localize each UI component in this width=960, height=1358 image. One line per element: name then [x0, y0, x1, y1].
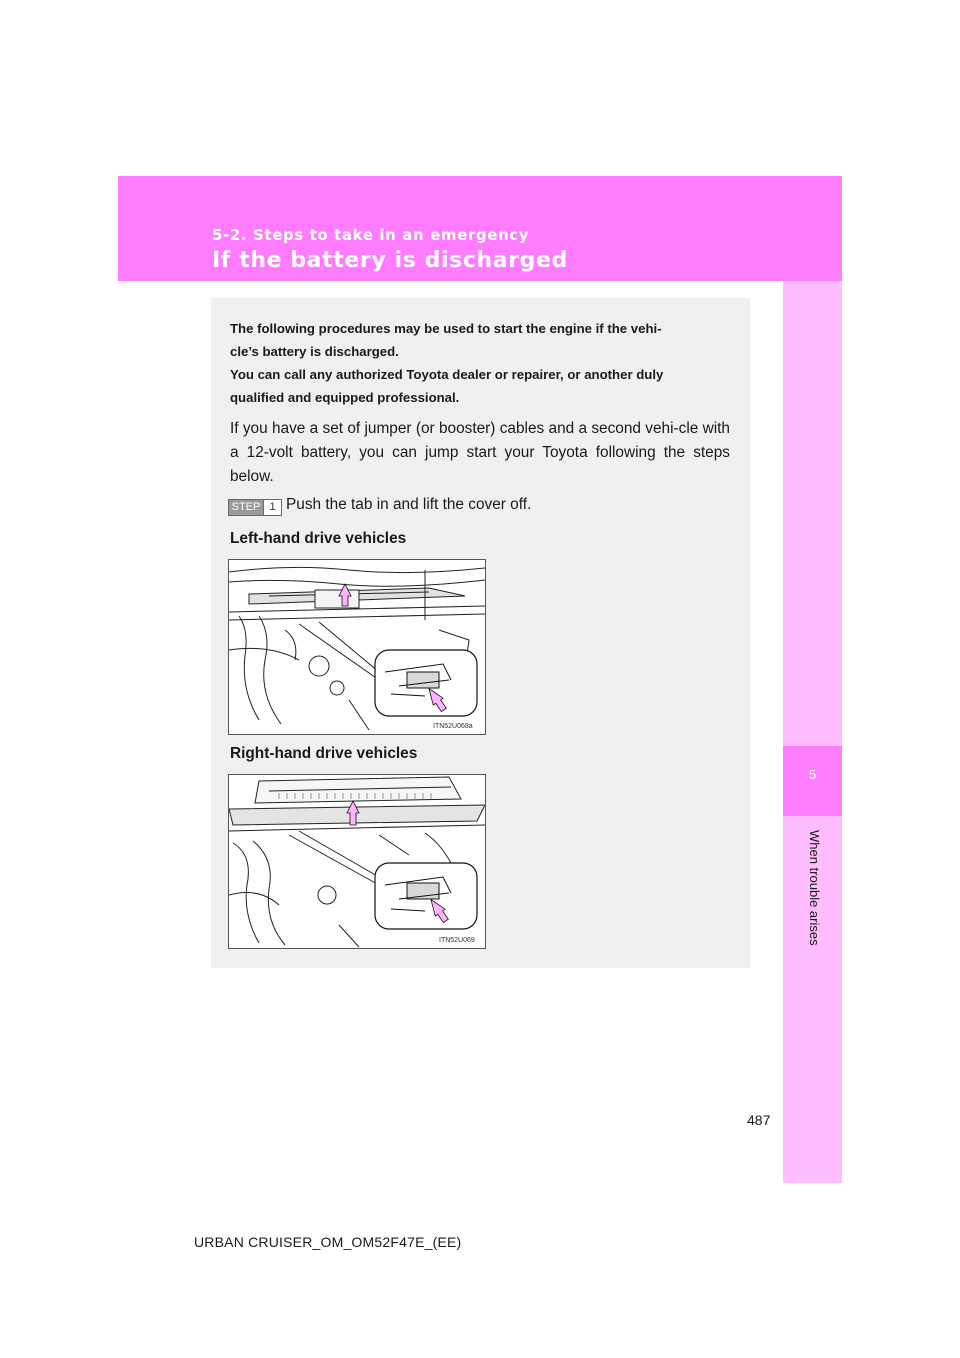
section-heading-rhd: Right-hand drive vehicles — [230, 745, 418, 762]
page-number: 487 — [747, 1112, 771, 1128]
engine-bay-illustration-lhd — [229, 560, 485, 734]
side-strip — [783, 281, 842, 1183]
section-label: 5-2. Steps to take in an emergency — [212, 226, 530, 244]
intro-line: You can call any authorized Toyota dealer or repairer, or another duly — [230, 367, 664, 382]
intro-text — [230, 317, 740, 409]
section-heading-lhd: Left-hand drive vehicles — [230, 530, 407, 547]
figure-lhd-engine-bay — [228, 559, 486, 735]
footer-doc-id: URBAN CRUISER_OM_OM52F47E_(EE) — [194, 1234, 462, 1250]
body-text: If you have a set of jumper (or booster) cables and a second vehi-cle with a 12-volt battery, you can jump start your Toyota following the steps below. — [230, 420, 730, 485]
chapter-title: When trouble arises — [807, 830, 822, 946]
intro-line: cle’s battery is discharged. — [230, 344, 399, 359]
figure-id: ITN52U068a — [433, 723, 473, 730]
step-label: STEP — [231, 501, 261, 513]
figure-rhd-engine-bay — [228, 774, 486, 949]
step-badge — [228, 499, 282, 516]
intro-line: The following procedures may be used to start the engine if the vehi- — [230, 321, 662, 336]
chapter-number: 5 — [808, 767, 817, 782]
step-text: Push the tab in and lift the cover off. — [286, 496, 532, 513]
intro-line: qualified and equipped professional. — [230, 390, 460, 405]
page-title: If the battery is discharged — [212, 248, 568, 273]
step-number: 1 — [263, 500, 281, 515]
figure-id: ITN52U069 — [439, 937, 475, 944]
engine-bay-illustration-rhd — [229, 775, 485, 948]
